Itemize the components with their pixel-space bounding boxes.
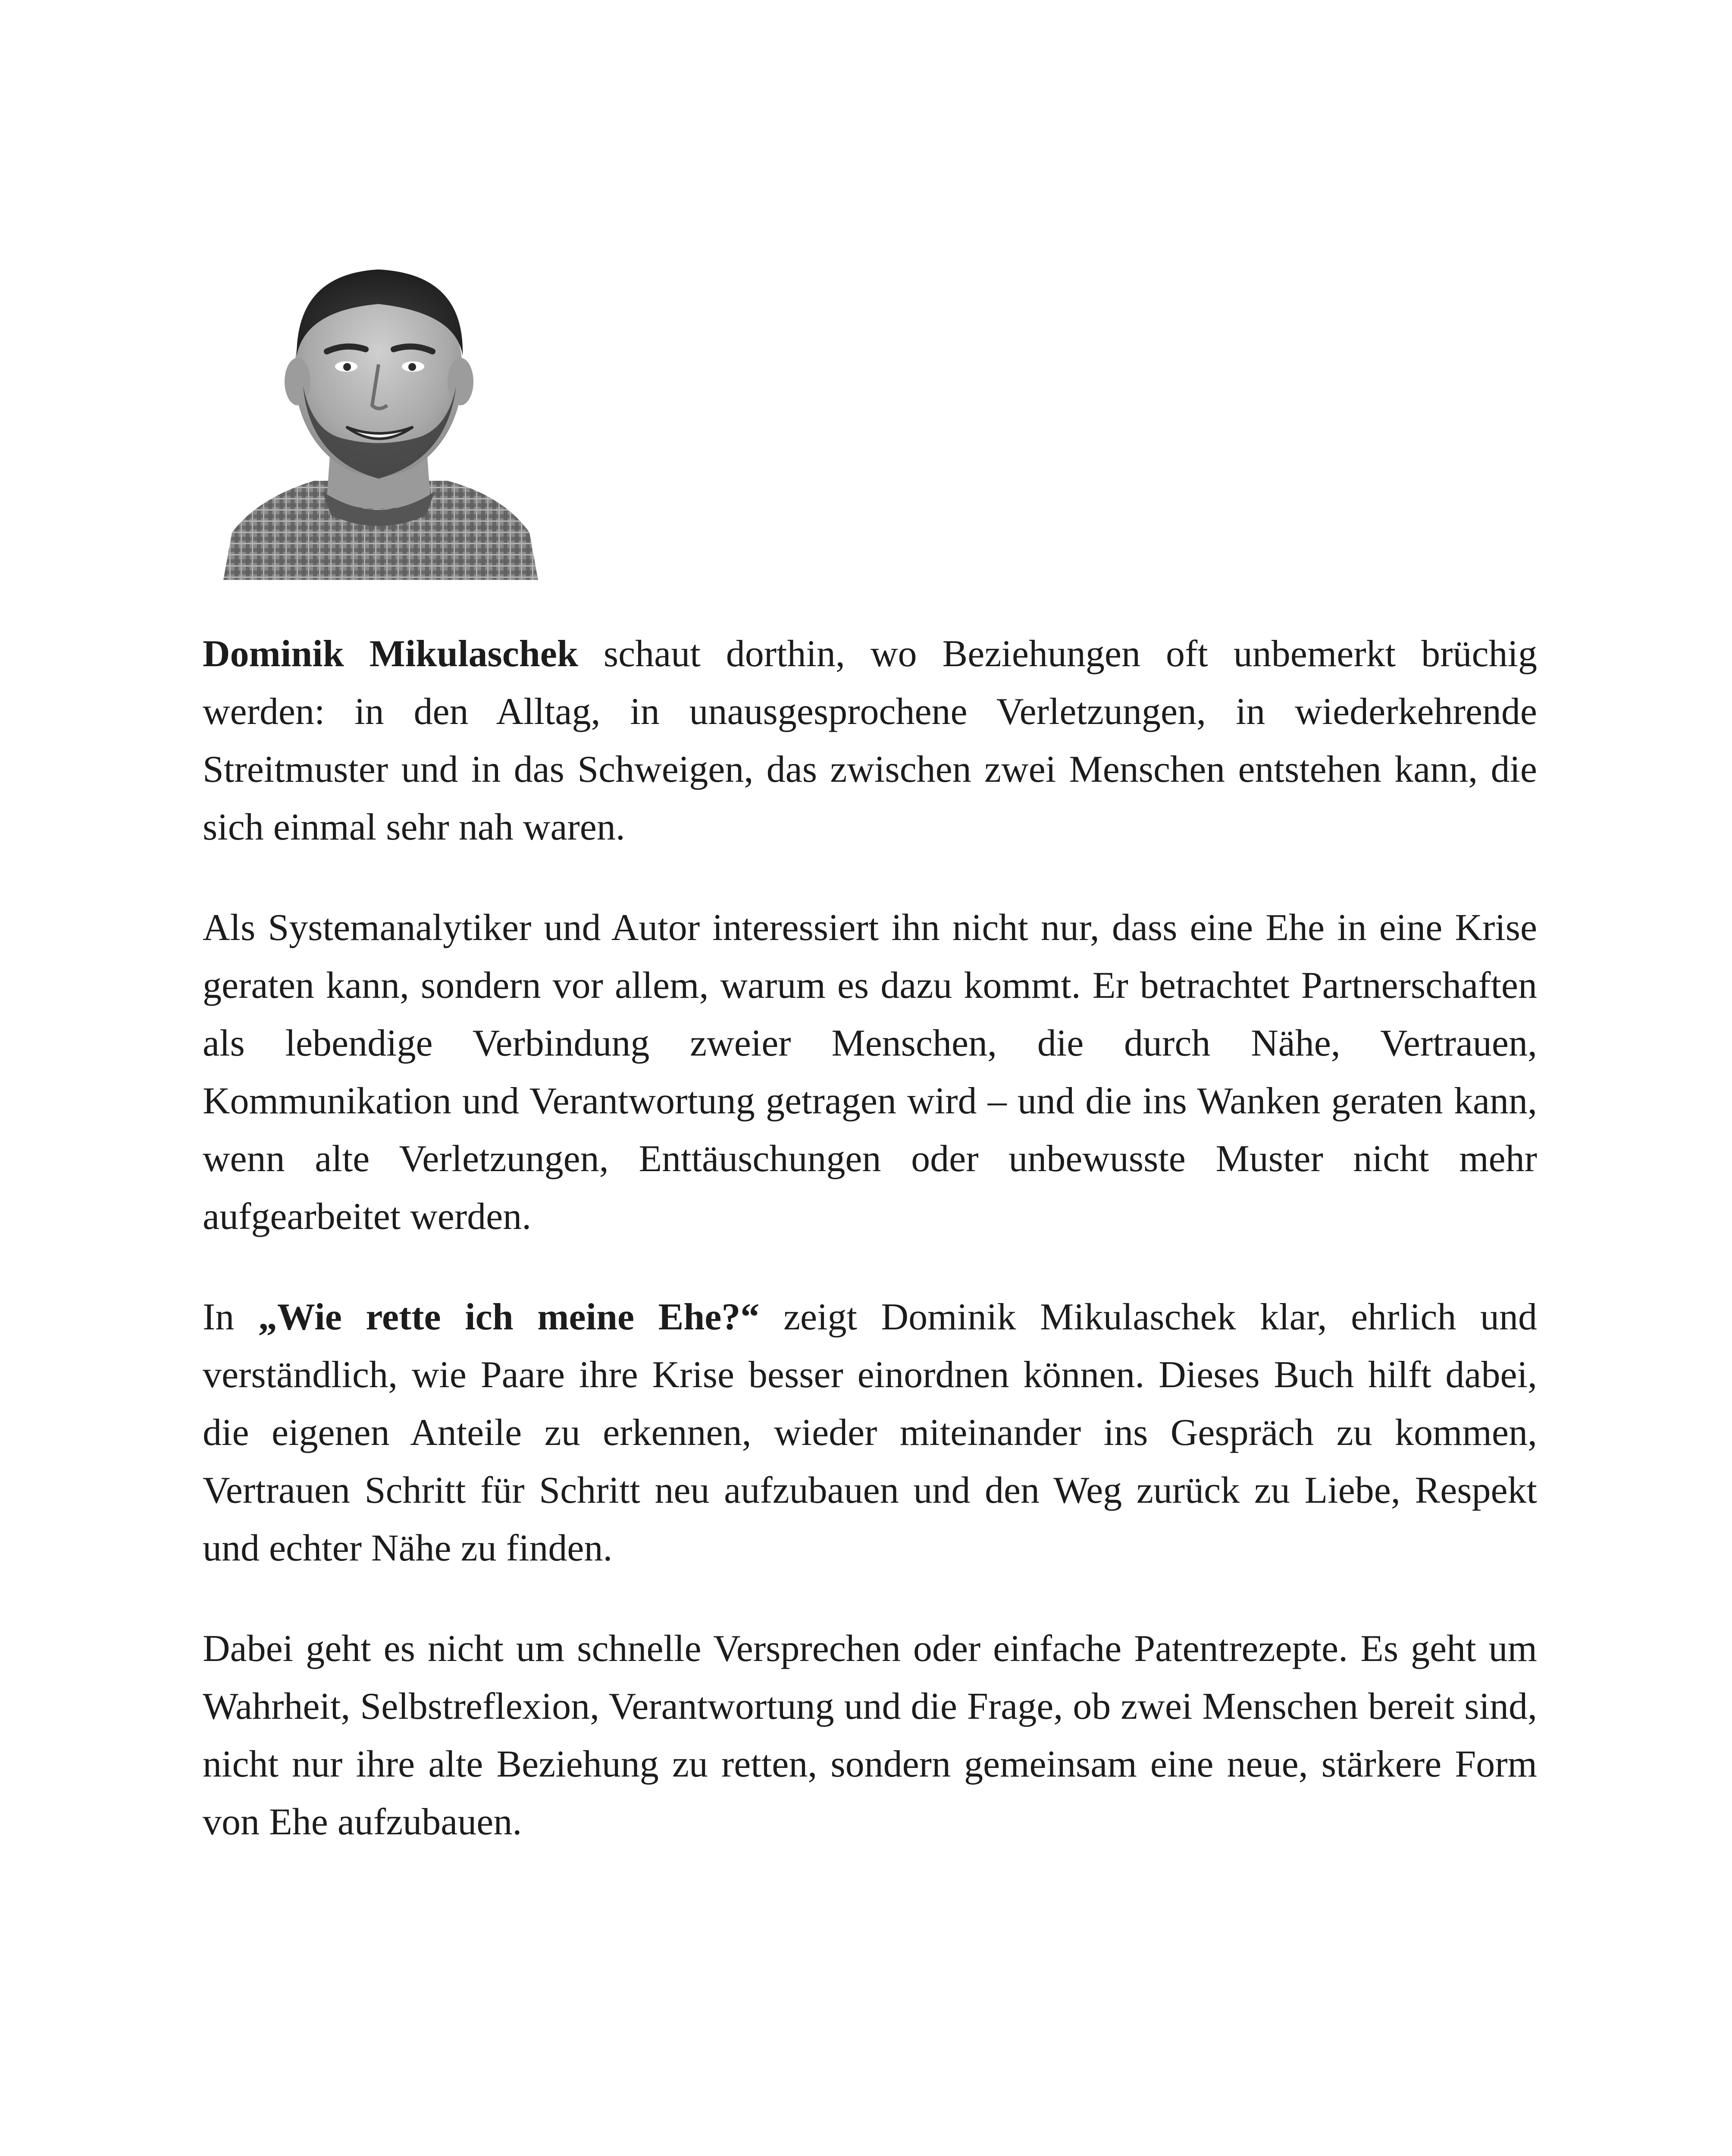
bio-paragraph-1-text: schaut dorthin, wo Beziehungen oft unbemerkt brüchig werden: in den Alltag, in unausgesprochene Verletzungen, in wiederkehrende Streitmuster und in das Schweigen, das zwischen zwei Menschen entstehen kann, die sich einmal sehr nah waren. bbox=[203, 633, 1537, 848]
bio-paragraph-3-before: In bbox=[203, 1296, 258, 1338]
bio-paragraph-3-after: zeigt Dominik Mikulaschek klar, ehrlich und verständlich, wie Paare ihre Krise besser einordnen können. Dieses Buch hilft dabei, die eigenen Anteile zu erkennen, wieder miteinander ins Gespräch zu kommen, Vertrauen Schritt für Schritt neu aufzubauen und den Weg zurück zu Liebe, Respekt und echter Nähe zu finden. bbox=[203, 1296, 1538, 1569]
author-bio bbox=[203, 625, 1537, 1894]
bio-paragraph-4: Dabei geht es nicht um schnelle Versprechen oder einfache Patentrezepte. Es geht um Wahrheit, Selbstreflexion, Verantwortung und die Frage, ob zwei Menschen bereit sind, nicht nur ihre alte Beziehung zu retten, sondern gemeinsam eine neue, stärkere Form von Ehe aufzubauen. bbox=[203, 1628, 1537, 1843]
book-title: „Wie rette ich meine Ehe?“ bbox=[258, 1296, 760, 1338]
author-name: Dominik Mikulaschek bbox=[203, 633, 578, 675]
bio-paragraph-1 bbox=[203, 625, 1537, 856]
bio-paragraph-3 bbox=[203, 1288, 1537, 1577]
author-portrait-photo bbox=[223, 257, 538, 580]
bio-paragraph-2: Als Systemanalytiker und Autor interessiert ihn nicht nur, dass eine Ehe in eine Krise geraten kann, sondern vor allem, warum es dazu kommt. Er betrachtet Partnerschaften als lebendige Verbindung zweier Menschen, die durch Nähe, Vertrauen, Kommunikation und Verantwortung getragen wird – und die ins Wanken geraten kann, wenn alte Verletzungen, Enttäuschungen oder unbewusste Muster nicht mehr aufgearbeitet werden. bbox=[203, 907, 1537, 1238]
